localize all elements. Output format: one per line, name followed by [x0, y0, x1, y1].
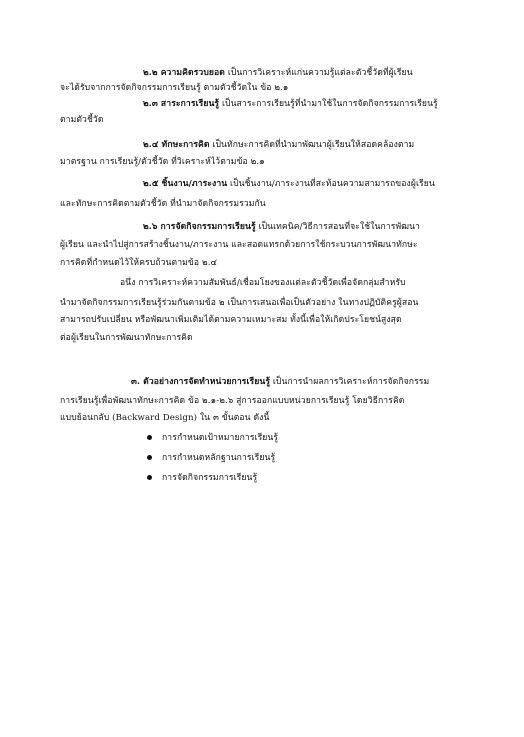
text-line: การเรียนรู้เพื่อพัฒนาทักษะการคิด ข้อ ๒.๑-๒.๖ สู่การออกแบบหน่วยการเรียนรู้ โดยวิธีการคิด [60, 396, 405, 406]
section-3-heading: ๓. ตัวอย่างการจัดทำหน่วยการเรียนรู้ เป็นการนำผลการวิเคราะห์การจัดกิจกรรม [131, 377, 430, 387]
text-line: และทักษะการคิดตามตัวชี้วัด ที่นำมาจัดกิจกรรมรวมกัน [60, 199, 266, 209]
section-2-2: ๒.๒ ความคิดรวบยอด เป็นการวิเคราะห์แก่นความรู้แต่ละตัวชี้วัดที่ผู้เรียน [143, 68, 413, 78]
text-line: ตามตัวชี้วัด [60, 115, 104, 125]
bullet-icon [147, 435, 152, 440]
text-line: นำมาจัดกิจกรรมการเรียนรู้ร่วมกันตามข้อ ๒ เป็นการเสนอเพื่อเป็นตัวอย่าง ในทางปฏิบัติครูผู้สอน [60, 298, 419, 308]
text-line: ต่อผู้เรียนในการพัฒนาทักษะการคิด [60, 333, 193, 343]
section-2-4: ๒.๔ ทักษะการคิด เป็นทักษะการคิดที่นำมาพัฒนาผู้เรียนให้สอดคล้องตาม [143, 140, 415, 150]
bullet-icon [147, 455, 152, 460]
text-line: อนึ่ง การวิเคราะห์ความสัมพันธ์/เชื่อมโยงของแต่ละตัวชี้วัดเพื่อจัดกลุ่มสำหรับ [120, 278, 406, 288]
bullet-icon [147, 475, 152, 480]
text-line: มาตรฐาน การเรียนรู้/ตัวชี้วัด ที่วิเคราะห์ไว้ตามข้อ ๒.๑ [60, 157, 265, 167]
section-2-5: ๒.๕ ชิ้นงาน/ภาระงาน เป็นชิ้นงาน/ภาระงานที่สะท้อนความสามารถของผู้เรียน [143, 179, 435, 189]
bullet-item: การจัดกิจกรรมการเรียนรู้ [147, 471, 257, 485]
bullet-item: การกำหนดเป้าหมายการเรียนรู้ [147, 431, 278, 445]
text-line: ผู้เรียน และนำไปสู่การสร้างชิ้นงาน/ภาระงาน และสอดแทรกด้วยการใช้กระบวนการพัฒนาทักษะ [60, 240, 418, 250]
section-2-6: ๒.๖ การจัดกิจกรรมการเรียนรู้ เป็นเทคนิค/วิธีการสอนที่จะใช้ในการพัฒนา [143, 222, 420, 232]
text-line: แบบย้อนกลับ (Backward Design) ใน ๓ ขั้นตอน ดังนี้ [60, 413, 270, 423]
section-2-3: ๒.๓ สาระการเรียนรู้ เป็นสาระการเรียนรู้ที่นำมาใช้ในการจัดกิจกรรมการเรียนรู้ [143, 99, 438, 109]
text-line: การคิดที่กำหนดไว้ให้ครบถ้วนตามข้อ ๒.๔ [60, 258, 218, 268]
text-line: สามารถปรับเปลี่ยน หรือพัฒนาเพิ่มเติมได้ตามความเหมาะสม ทั้งนี้เพื่อให้เกิดประโยชน์สูงสุด [60, 315, 402, 325]
bullet-item: การกำหนดหลักฐานการเรียนรู้ [147, 451, 275, 465]
text-line: จะได้รับจากการจัดกิจกรรมการเรียนรู้ ตามตัวชี้วัดใน ข้อ ๒.๑ [60, 83, 289, 93]
